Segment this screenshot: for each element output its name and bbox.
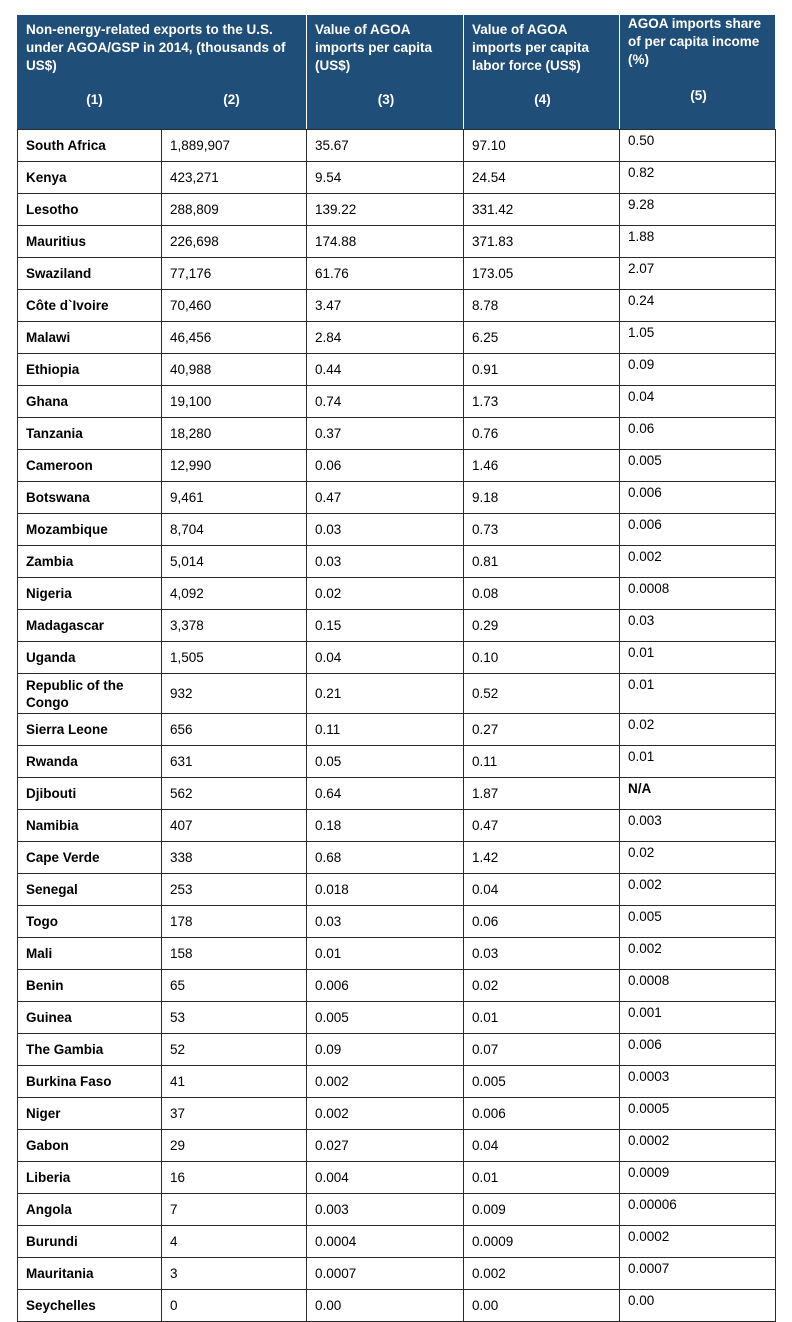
income-share-cell: 9.28: [620, 194, 776, 226]
income-share-cell: 0.0009: [620, 1162, 776, 1194]
table-row: [18, 842, 776, 874]
column-number-1: (1): [86, 92, 103, 107]
per-capita-cell: 0.018: [307, 874, 464, 906]
per-labor-cell: 0.009: [464, 1194, 620, 1226]
country-cell: Swaziland: [18, 258, 162, 290]
exports-cell: 4: [162, 1226, 307, 1258]
income-share-cell: 1.88: [620, 226, 776, 258]
per-capita-cell: 0.0004: [307, 1226, 464, 1258]
table-row: [18, 1130, 776, 1162]
country-cell: Cape Verde: [18, 842, 162, 874]
country-cell: Gabon: [18, 1130, 162, 1162]
per-capita-cell: 0.002: [307, 1066, 464, 1098]
exports-cell: 0: [162, 1290, 307, 1322]
per-capita-cell: 0.11: [307, 714, 464, 746]
per-labor-cell: 24.54: [464, 162, 620, 194]
per-capita-cell: 0.06: [307, 450, 464, 482]
exports-cell: 1,889,907: [162, 130, 307, 162]
income-share-cell: 0.00006: [620, 1194, 776, 1226]
exports-cell: 1,505: [162, 642, 307, 674]
exports-cell: 423,271: [162, 162, 307, 194]
exports-cell: 65: [162, 970, 307, 1002]
exports-cell: 3,378: [162, 610, 307, 642]
per-capita-cell: 0.02: [307, 578, 464, 610]
country-cell: Cameroon: [18, 450, 162, 482]
table-row: [18, 482, 776, 514]
per-labor-cell: 0.29: [464, 610, 620, 642]
country-cell: Senegal: [18, 874, 162, 906]
per-labor-cell: 0.27: [464, 714, 620, 746]
per-labor-cell: 0.04: [464, 1130, 620, 1162]
per-capita-cell: 0.64: [307, 778, 464, 810]
per-capita-cell: 0.68: [307, 842, 464, 874]
per-labor-cell: 8.78: [464, 290, 620, 322]
exports-cell: 53: [162, 1002, 307, 1034]
income-share-cell: 0.01: [620, 642, 776, 674]
country-cell: Namibia: [18, 810, 162, 842]
per-capita-cell: 0.15: [307, 610, 464, 642]
exports-cell: 4,092: [162, 578, 307, 610]
country-cell: Nigeria: [18, 578, 162, 610]
per-capita-cell: 0.03: [307, 906, 464, 938]
country-cell: Mauritius: [18, 226, 162, 258]
country-cell: The Gambia: [18, 1034, 162, 1066]
country-cell: Uganda: [18, 642, 162, 674]
table-row: [18, 194, 776, 226]
table-row: [18, 290, 776, 322]
per-labor-cell: 0.01: [464, 1002, 620, 1034]
per-capita-cell: 0.00: [307, 1290, 464, 1322]
header-income-share-label: AGOA imports share of per capita income (%): [628, 16, 762, 67]
per-labor-cell: 0.002: [464, 1258, 620, 1290]
income-share-cell: 0.0008: [620, 578, 776, 610]
per-capita-cell: 0.44: [307, 354, 464, 386]
table-row: [18, 906, 776, 938]
per-labor-cell: 0.03: [464, 938, 620, 970]
per-labor-cell: 0.006: [464, 1098, 620, 1130]
header-per-labor-label: Value of AGOA imports per capita labor force (US$): [472, 22, 590, 73]
exports-cell: 8,704: [162, 514, 307, 546]
table-row: [18, 354, 776, 386]
exports-cell: 29: [162, 1130, 307, 1162]
per-capita-cell: 0.21: [307, 674, 464, 714]
income-share-cell: 0.03: [620, 610, 776, 642]
header-exports-numbers: [26, 91, 300, 129]
table-row: [18, 642, 776, 674]
per-labor-cell: 0.01: [464, 1162, 620, 1194]
per-capita-cell: 0.004: [307, 1162, 464, 1194]
country-cell: South Africa: [18, 130, 162, 162]
per-labor-cell: 9.18: [464, 482, 620, 514]
country-cell: Mali: [18, 938, 162, 970]
per-capita-cell: 0.027: [307, 1130, 464, 1162]
per-labor-cell: 331.42: [464, 194, 620, 226]
income-share-cell: 0.002: [620, 938, 776, 970]
per-capita-cell: 0.03: [307, 546, 464, 578]
per-capita-cell: 0.74: [307, 386, 464, 418]
per-labor-cell: 0.00: [464, 1290, 620, 1322]
per-labor-cell: 0.73: [464, 514, 620, 546]
country-cell: Republic of the Congo: [18, 674, 162, 714]
income-share-cell: 0.0002: [620, 1226, 776, 1258]
exports-cell: 41: [162, 1066, 307, 1098]
per-capita-cell: 61.76: [307, 258, 464, 290]
per-labor-cell: 1.87: [464, 778, 620, 810]
exports-cell: 3: [162, 1258, 307, 1290]
country-cell: Mauritania: [18, 1258, 162, 1290]
table-row: [18, 610, 776, 642]
per-capita-cell: 0.18: [307, 810, 464, 842]
per-labor-cell: 0.10: [464, 642, 620, 674]
agoa-exports-table: [17, 14, 776, 1322]
per-labor-cell: 0.81: [464, 546, 620, 578]
country-cell: Ghana: [18, 386, 162, 418]
income-share-cell: 0.02: [620, 842, 776, 874]
exports-cell: 37: [162, 1098, 307, 1130]
per-capita-cell: 174.88: [307, 226, 464, 258]
per-labor-cell: 97.10: [464, 130, 620, 162]
country-cell: Burundi: [18, 1226, 162, 1258]
per-labor-cell: 0.47: [464, 810, 620, 842]
per-capita-cell: 0.09: [307, 1034, 464, 1066]
income-share-cell: 0.09: [620, 354, 776, 386]
per-labor-cell: 0.005: [464, 1066, 620, 1098]
table-row: [18, 162, 776, 194]
per-capita-cell: 139.22: [307, 194, 464, 226]
income-share-cell: 0.0007: [620, 1258, 776, 1290]
country-cell: Angola: [18, 1194, 162, 1226]
exports-cell: 19,100: [162, 386, 307, 418]
per-labor-cell: 0.76: [464, 418, 620, 450]
exports-cell: 631: [162, 746, 307, 778]
country-cell: Zambia: [18, 546, 162, 578]
country-cell: Lesotho: [18, 194, 162, 226]
country-cell: Botswana: [18, 482, 162, 514]
country-cell: Madagascar: [18, 610, 162, 642]
exports-cell: 12,990: [162, 450, 307, 482]
table-row: [18, 514, 776, 546]
header-row: [18, 15, 776, 130]
table-row: [18, 1162, 776, 1194]
table-row: [18, 938, 776, 970]
table-row: [18, 674, 776, 714]
table-row: [18, 778, 776, 810]
income-share-cell: 0.02: [620, 714, 776, 746]
per-labor-cell: 371.83: [464, 226, 620, 258]
country-cell: Burkina Faso: [18, 1066, 162, 1098]
exports-cell: 16: [162, 1162, 307, 1194]
per-capita-cell: 35.67: [307, 130, 464, 162]
income-share-cell: 2.07: [620, 258, 776, 290]
table-row: [18, 746, 776, 778]
table-row: [18, 226, 776, 258]
table-row: [18, 714, 776, 746]
income-share-cell: N/A: [620, 778, 776, 810]
exports-cell: 253: [162, 874, 307, 906]
country-cell: Djibouti: [18, 778, 162, 810]
per-labor-cell: 1.73: [464, 386, 620, 418]
income-share-cell: 1.05: [620, 322, 776, 354]
per-labor-cell: 0.04: [464, 874, 620, 906]
header-per-labor: [464, 15, 620, 130]
per-labor-cell: 6.25: [464, 322, 620, 354]
income-share-cell: 0.0003: [620, 1066, 776, 1098]
exports-cell: 158: [162, 938, 307, 970]
per-labor-cell: 1.42: [464, 842, 620, 874]
table-row: [18, 1002, 776, 1034]
table-row: [18, 578, 776, 610]
table-row: [18, 1290, 776, 1322]
exports-cell: 5,014: [162, 546, 307, 578]
country-cell: Tanzania: [18, 418, 162, 450]
table-row: [18, 418, 776, 450]
exports-cell: 178: [162, 906, 307, 938]
per-capita-cell: 0.05: [307, 746, 464, 778]
country-cell: Liberia: [18, 1162, 162, 1194]
income-share-cell: 0.06: [620, 418, 776, 450]
per-labor-cell: 0.0009: [464, 1226, 620, 1258]
table-body: [18, 130, 776, 1322]
header-per-capita-label: Value of AGOA imports per capita (US$): [315, 22, 433, 73]
table-row: [18, 1194, 776, 1226]
table-row: [18, 874, 776, 906]
per-capita-cell: 0.0007: [307, 1258, 464, 1290]
exports-cell: 407: [162, 810, 307, 842]
table-row: [18, 1258, 776, 1290]
exports-cell: 52: [162, 1034, 307, 1066]
table-row: [18, 322, 776, 354]
table-row: [18, 1226, 776, 1258]
income-share-cell: 0.0002: [620, 1130, 776, 1162]
country-cell: Malawi: [18, 322, 162, 354]
exports-cell: 77,176: [162, 258, 307, 290]
per-capita-cell: 0.003: [307, 1194, 464, 1226]
per-capita-cell: 0.005: [307, 1002, 464, 1034]
exports-cell: 70,460: [162, 290, 307, 322]
exports-cell: 932: [162, 674, 307, 714]
income-share-cell: 0.002: [620, 874, 776, 906]
income-share-cell: 0.0005: [620, 1098, 776, 1130]
per-capita-cell: 0.002: [307, 1098, 464, 1130]
per-capita-cell: 0.03: [307, 514, 464, 546]
income-share-cell: 0.50: [620, 130, 776, 162]
header-exports-label: Non-energy-related exports to the U.S. under AGOA/GSP in 2014, (thousands of US$): [26, 22, 286, 73]
table-row: [18, 1034, 776, 1066]
income-share-cell: 0.006: [620, 1034, 776, 1066]
income-share-cell: 0.005: [620, 906, 776, 938]
per-labor-cell: 173.05: [464, 258, 620, 290]
per-labor-cell: 1.46: [464, 450, 620, 482]
country-cell: Mozambique: [18, 514, 162, 546]
header-income-share: [620, 15, 776, 130]
per-labor-cell: 0.07: [464, 1034, 620, 1066]
country-cell: Guinea: [18, 1002, 162, 1034]
exports-cell: 338: [162, 842, 307, 874]
exports-cell: 40,988: [162, 354, 307, 386]
country-cell: Kenya: [18, 162, 162, 194]
country-cell: Ethiopia: [18, 354, 162, 386]
per-labor-cell: 0.06: [464, 906, 620, 938]
per-capita-cell: 0.04: [307, 642, 464, 674]
per-labor-cell: 0.02: [464, 970, 620, 1002]
table-row: [18, 130, 776, 162]
country-cell: Niger: [18, 1098, 162, 1130]
per-capita-cell: 0.01: [307, 938, 464, 970]
per-labor-cell: 0.52: [464, 674, 620, 714]
table-row: [18, 1066, 776, 1098]
income-share-cell: 0.24: [620, 290, 776, 322]
income-share-cell: 0.0008: [620, 970, 776, 1002]
table-row: [18, 810, 776, 842]
per-capita-cell: 0.006: [307, 970, 464, 1002]
exports-cell: 562: [162, 778, 307, 810]
table-row: [18, 450, 776, 482]
per-labor-cell: 0.11: [464, 746, 620, 778]
column-number-2: (2): [223, 92, 240, 107]
country-cell: Togo: [18, 906, 162, 938]
income-share-cell: 0.003: [620, 810, 776, 842]
income-share-cell: 0.006: [620, 514, 776, 546]
table-row: [18, 386, 776, 418]
country-cell: Rwanda: [18, 746, 162, 778]
header-per-capita: [307, 15, 464, 130]
income-share-cell: 0.04: [620, 386, 776, 418]
income-share-cell: 0.002: [620, 546, 776, 578]
income-share-cell: 0.005: [620, 450, 776, 482]
income-share-cell: 0.01: [620, 746, 776, 778]
per-capita-cell: 9.54: [307, 162, 464, 194]
per-capita-cell: 3.47: [307, 290, 464, 322]
per-labor-cell: 0.91: [464, 354, 620, 386]
income-share-cell: 0.01: [620, 674, 776, 714]
per-labor-cell: 0.08: [464, 578, 620, 610]
table-row: [18, 1098, 776, 1130]
country-cell: Benin: [18, 970, 162, 1002]
table-row: [18, 546, 776, 578]
per-capita-cell: 2.84: [307, 322, 464, 354]
header-exports: [18, 15, 307, 130]
per-capita-cell: 0.47: [307, 482, 464, 514]
column-number-3: (3): [377, 92, 395, 107]
table-row: [18, 970, 776, 1002]
exports-cell: 9,461: [162, 482, 307, 514]
per-capita-cell: 0.37: [307, 418, 464, 450]
exports-cell: 7: [162, 1194, 307, 1226]
income-share-cell: 0.00: [620, 1290, 776, 1322]
income-share-cell: 0.82: [620, 162, 776, 194]
exports-cell: 18,280: [162, 418, 307, 450]
table-header: [18, 15, 776, 130]
exports-cell: 656: [162, 714, 307, 746]
income-share-cell: 0.001: [620, 1002, 776, 1034]
table-row: [18, 258, 776, 290]
country-cell: Sierra Leone: [18, 714, 162, 746]
country-cell: Côte d`Ivoire: [18, 290, 162, 322]
country-cell: Seychelles: [18, 1290, 162, 1322]
exports-cell: 226,698: [162, 226, 307, 258]
income-share-cell: 0.006: [620, 482, 776, 514]
exports-cell: 46,456: [162, 322, 307, 354]
exports-cell: 288,809: [162, 194, 307, 226]
column-number-4: (4): [534, 92, 551, 107]
column-number-5: (5): [690, 88, 707, 103]
